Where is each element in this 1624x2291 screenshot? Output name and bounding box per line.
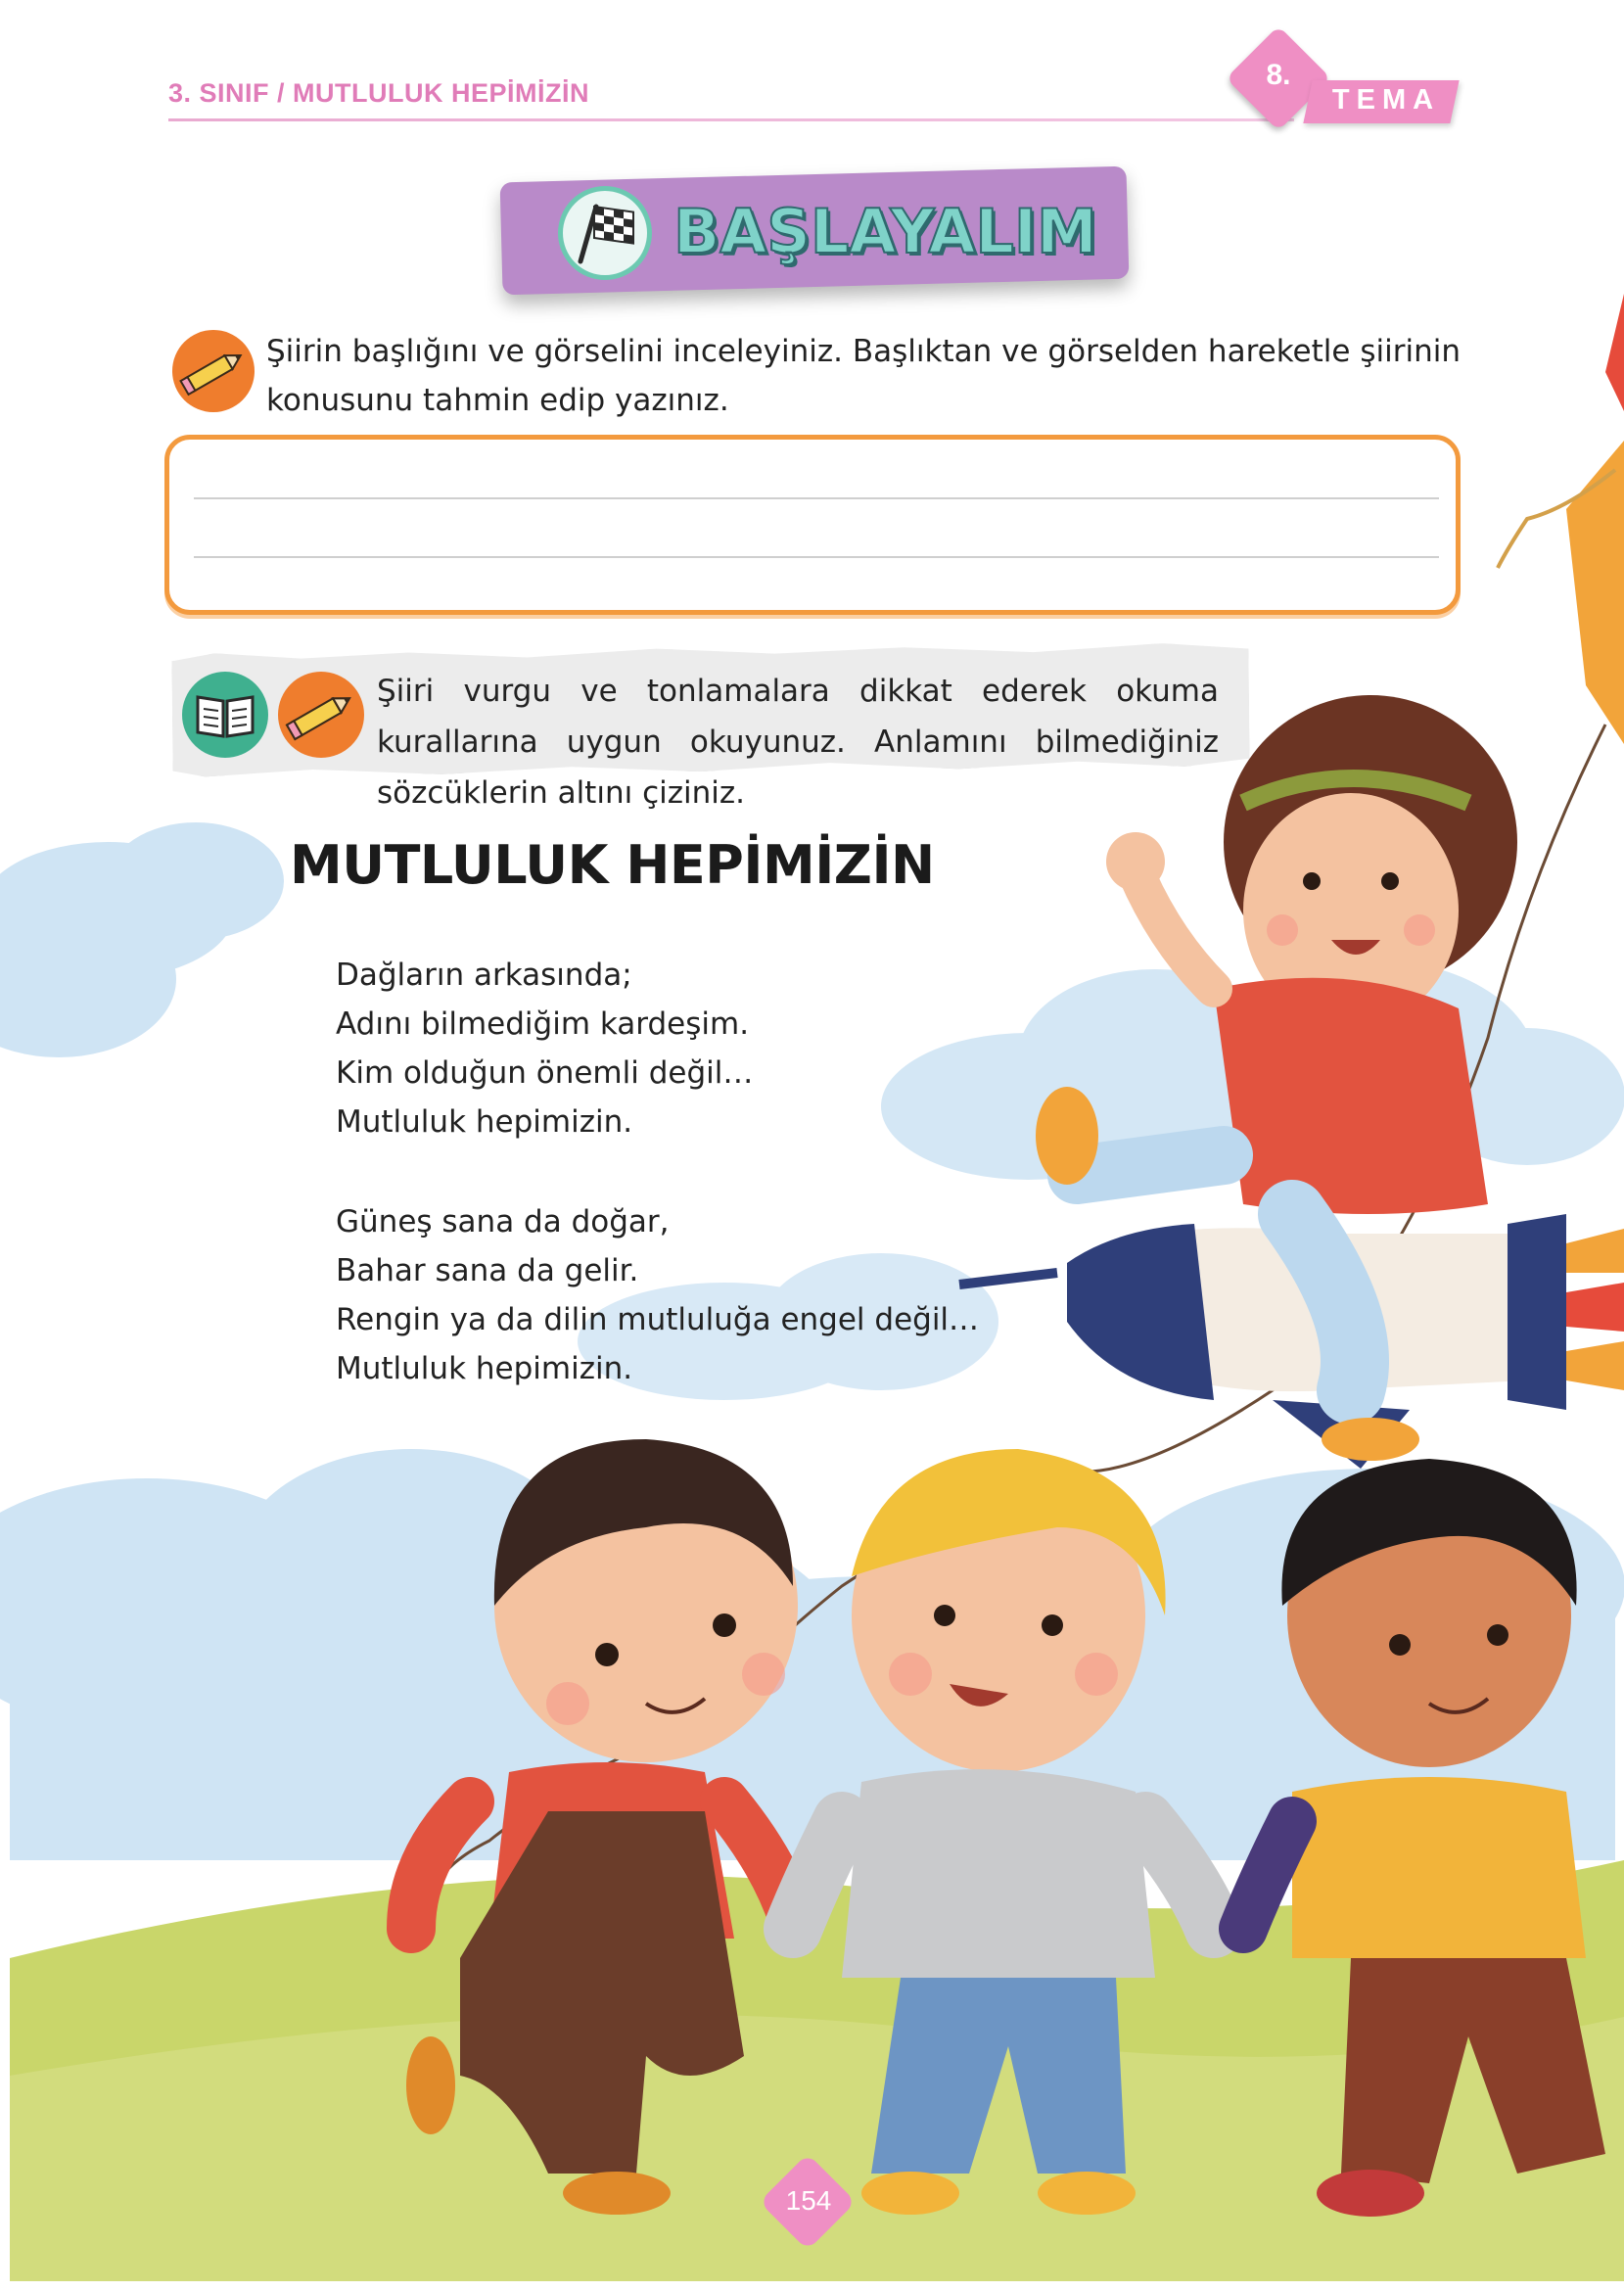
answer-line[interactable] [194,556,1439,558]
open-book-icon [182,672,268,758]
activity-1-instruction: Şiirin başlığını ve görselini inceleyiniz. Başlıktan ve görselden hareketle şiirinin konusunu tahmin edip yazınız. [266,334,1461,418]
page-number: 154 [785,2185,832,2216]
poem-line: Mutluluk hepimizin. [336,1351,633,1386]
header-title: 3. SINIF / MUTLULUK HEPİMİZİN [168,78,589,108]
activity-2-instruction: Şiiri vurgu ve tonlamalara dikkat ederek okuma kurallarına uygun okuyunuz. Anlamını bilmediğiniz sözcüklerin altını çiziniz. [377,674,1219,811]
header-divider [168,118,1294,121]
poem-line: Kim olduğun önemli değil… [336,1055,754,1091]
poem-line: Mutluluk hepimizin. [336,1104,633,1140]
poem-title: MUTLULUK HEPİMİZİN [290,834,935,896]
cloud-left-top [0,822,284,1057]
poem-line: Adını bilmediğim kardeşim. [336,1006,750,1042]
answer-box[interactable] [164,435,1461,615]
theme-number: 8. [1266,59,1291,91]
answer-line[interactable] [194,497,1439,499]
pencil-icon [278,672,364,758]
section-banner-title: BAŞLAYALIM [673,196,1097,267]
theme-label: TEMA [1331,84,1441,116]
poem-line: Bahar sana da gelir. [336,1253,639,1288]
poem-line: Rengin ya da dilin mutluluğa engel değil… [336,1302,980,1337]
poem-line: Güneş sana da doğar, [336,1204,670,1239]
checkered-flag-icon [558,186,652,280]
poem-line: Dağların arkasında; [336,958,632,993]
pencil-icon [172,330,255,412]
